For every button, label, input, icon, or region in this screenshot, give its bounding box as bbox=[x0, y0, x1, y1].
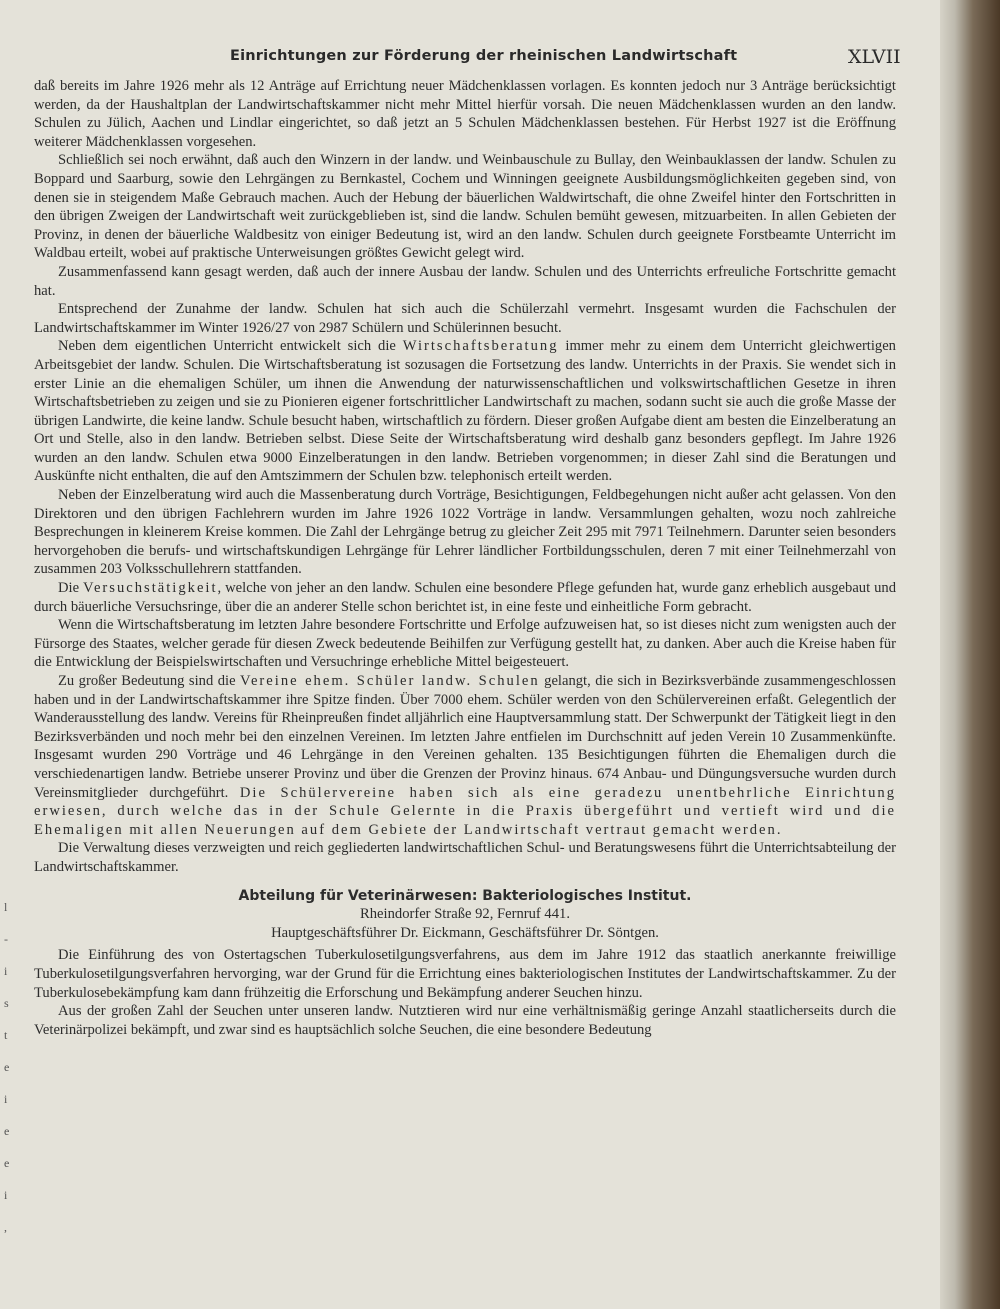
margin-mark: e bbox=[4, 1156, 10, 1170]
section-managers: Hauptgeschäftsführer Dr. Eickmann, Geschäftsführer Dr. Söntgen. bbox=[271, 924, 659, 941]
paragraph: Neben der Einzelberatung wird auch die Massenberatung durch Vorträge, Besichtigungen, Feldbegehungen nicht außer acht gelassen. Von den Direktoren und den übrigen Fachlehrern wurden im Jahre 1926 1022 Vorträge in landw. Versammlungen gehalten, wozu noch zahlreiche Besprechungen in kleinerem Kreise kommen. Die Zahl der Lehrgänge betrug zu gleicher Zeit 295 mit 7971 Teilnehmern. Darunter seien besonders hervorgehoben die berufs- und wirtschaftskundigen Lehrgänge für Lehrer ländlicher Fortbildungsschulen, deren 7 mit einer Teilnehmerzahl von zusammen 203 Volksschullehrern stattfanden. bbox=[34, 487, 896, 578]
text-run: Zu großer Bedeutung sind die bbox=[58, 673, 241, 689]
paragraph: Aus der großen Zahl der Seuchen unter unseren landw. Nutztieren wird nur eine verhältnismäßig geringe Anzahl staatlicherseits durch die Veterinärpolizei bekämpft, und zwar sind es hauptsächlich solche Seuchen, die eine besondere Bedeutung bbox=[34, 1003, 896, 1038]
margin-bleed-letters bbox=[4, 900, 18, 1252]
margin-mark: i bbox=[4, 964, 8, 978]
paragraph-wirtschaftsberatung bbox=[34, 337, 896, 486]
section-heading bbox=[34, 887, 896, 906]
spaced-term: Vereine ehem. Schüler landw. Schulen bbox=[240, 673, 540, 689]
paragraph: Die Einführung des von Ostertagschen Tuberkulosetilgungsverfahrens, aus dem im Jahre 1912 das staatlich anerkannte freiwillige Tuberkulosetilgungsverfahren hervorging, war der Grund für die Errichtung eines bakteriologischen Institutes der Landwirtschaftskammer. Zu der Tuberkulosebekämpfung kam dann frühzeitig die Erforschung und Bekämpfung anderer Seuchen hinzu. bbox=[34, 947, 896, 1001]
text-run: Neben dem eigentlichen Unterricht entwickelt sich die bbox=[58, 338, 403, 355]
text-run: , welche von jeher an den landw. Schulen eine besondere Pflege gefunden hat, wurde ganz erheblich ausgebaut und durch bäuerliche Versuchsringe, über die an anderer Stelle schon berichtet ist, in eine feste und einheitliche Form gebracht. bbox=[34, 580, 896, 615]
section-heading-text: Abteilung für Veterinärwesen: Bakteriologisches Institut. bbox=[238, 887, 692, 904]
margin-mark: - bbox=[4, 932, 8, 946]
running-header bbox=[0, 46, 940, 72]
paragraph-versuchstaetigkeit bbox=[34, 579, 896, 616]
spaced-term: Versuchstätigkeit bbox=[83, 580, 218, 597]
margin-mark: s bbox=[4, 996, 9, 1010]
body-text bbox=[34, 77, 896, 1039]
text-run: immer mehr zu einem dem Unterricht gleichwertigen Arbeitsgebiet der landw. Schulen. Die Wirtschaftsberatung ist sozusagen die Fortsetzung des landw. Unterrichts in der Praxis. Sie wendet sich in erster Linie an die ehemaligen Schüler, um ihnen die Anwendung der naturwissenschaftlichen und volkswirtschaftlichen Gesetze in ihren Wirtschaftsbetrieben zu zeigen und sie zu Pionieren eigener fortschrittlicher Landwirtschaft zu machen, sodann sucht sie auch die große Masse der übrigen Landwirte, die keine landw. Schule besucht haben, wirtschaftlich zu fördern. Dieser großen Aufgabe dient am besten die Einzelberatung an Ort und Stelle, also in den landw. Betrieben selbst. Diese Seite der Wirtschaftsberatung wird deshalb ganz besonders gepflegt. Im Jahre 1926 wurden an den landw. Schulen etwa 9000 Einzelberatungen in den landw. Betrieben vorgenommen; in dieser Zahl sind die Beratungen und Auskünfte nicht enthalten, die auf den Amtszimmern der Schulen bzw. telephonisch erteilt werden. bbox=[34, 338, 896, 485]
paragraph: Wenn die Wirtschaftsberatung im letzten Jahre besondere Fortschritte und Erfolge aufzuweisen hat, so ist dieses nicht zum wenigsten auch der Fürsorge des Staates, welcher gerade für diesen Zweck bedeutende Beihilfen zur Verfügung gestellt hat, zu danken. Aber auch die Kreise haben für die Entwicklung der Beispielswirtschaften und Versuchringe erhebliche Mittel beigesteuert. bbox=[34, 617, 896, 671]
paragraph: Entsprechend der Zunahme der landw. Schulen hat sich auch die Schülerzahl vermehrt. Insgesamt wurden die Fachschulen der Landwirtschaftskammer im Winter 1926/27 von 2987 Schülern und Schülerinnen besucht. bbox=[34, 301, 896, 336]
margin-mark: , bbox=[4, 1220, 7, 1234]
margin-mark: t bbox=[4, 1028, 8, 1042]
page-edge-stack bbox=[940, 0, 1000, 1309]
margin-mark: i bbox=[4, 1092, 8, 1106]
margin-mark: i bbox=[4, 1188, 8, 1202]
text-run: gelangt, die sich in Bezirksverbände zusammengeschlossen haben und in der Landwirtschaftskammer ihre Spitze finden. Über 7000 ehem. Schüler werden von den Schülervereinen erfaßt. Gelegentlich der Wanderausstellung des landw. Vereins für Rheinpreußen findet alljährlich eine Hauptversammlung statt. Der Schwerpunkt der Tätigkeit liegt in den Bezirksverbänden und noch mehr bei den einzelnen Vereinen. Im letzten Jahre entfielen im Durchschnitt auf jeden Verein 10 Zusammenkünfte. Insgesamt wurden 290 Vorträge und 46 Lehrgänge in den Vereinen gehalten. 135 Besichtigungen führten die Ehemaligen durch die verschiedenartigen landw. Betriebe unserer Provinz und über die Grenzen der Provinz hinaus. 674 Anbau- und Düngungsversuche wurden durch Vereinsmitglieder durchgeführt. bbox=[34, 673, 896, 801]
paragraph-vereine bbox=[34, 672, 896, 839]
section-address: Rheindorfer Straße 92, Fernruf 441. bbox=[360, 906, 570, 923]
text-run: Die bbox=[58, 580, 84, 597]
margin-mark: e bbox=[4, 1060, 10, 1074]
paragraph: Schließlich sei noch erwähnt, daß auch den Winzern in der landw. und Weinbauschule zu Bullay, den Weinbauklassen der landw. Schulen zu Boppard und Saarburg, sowie den Lehrgängen zu Bernkastel, Cochem und Winningen geeignete Ausbildungsmöglichkeiten gegeben sind, von denen sie in steigendem Maße Gebrauch machen. Auch der Hebung der bäuerlichen Waldwirtschaft, die ohne Zweifel hinter den Fortschritten in den übrigen Zweigen der Landwirtschaft weit zurückgeblieben ist, sind die landw. Schulen bemüht gewesen, mitzuarbeiten. In allen Gebieten der Provinz, in denen der bäuerliche Waldbesitz von einiger Bedeutung ist, wird an den landw. Schulen durch geeignete Forstbeamte Unterricht im Waldbau erteilt, wobei auf praktische Unterweisungen größtes Gewicht gelegt wird. bbox=[34, 152, 896, 262]
page-number: XLVII bbox=[848, 46, 901, 68]
header-title: Einrichtungen zur Förderung der rheinischen Landwirtschaft bbox=[230, 48, 738, 64]
spaced-term: Wirtschaftsberatung bbox=[402, 338, 559, 355]
paragraph: daß bereits im Jahre 1926 mehr als 12 Anträge auf Errichtung neuer Mädchenklassen vorlagen. Es konnten jedoch nur 3 Anträge berücksichtigt werden, da der Haushaltplan der Landwirtschaftskammer nicht mehr Mittel hierfür vorsah. Die neuen Mädchenklassen wurden an den landw. Schulen zu Jülich, Aachen und Lindlar eingerichtet, so daß jetzt an 5 Schulen Mädchenklassen bestehen. Für Herbst 1927 ist die Eröffnung weiterer Mädchenklassen vorgesehen. bbox=[34, 78, 896, 150]
paragraph: Zusammenfassend kann gesagt werden, daß auch der innere Ausbau der landw. Schulen und des Unterrichts erfreuliche Fortschritte gemacht hat. bbox=[34, 263, 896, 299]
margin-mark: e bbox=[4, 1124, 10, 1138]
margin-mark: l bbox=[4, 900, 8, 914]
spaced-sentence: Die Schülervereine haben sich als eine geradezu unentbehrliche Einrichtung erwiesen, durch welche das in der Schule Gelernte in die Praxis übergeführt und vertieft wird und die Ehemaligen mit allen Neuerungen auf dem Gebiete der Landwirtschaft vertraut gemacht werden. bbox=[34, 784, 896, 838]
paragraph: Die Verwaltung dieses verzweigten und reich gegliederten landwirtschaftlichen Schul- und Beratungswesens führt die Unterrichtsabteilung der Landwirtschaftskammer. bbox=[34, 840, 896, 875]
